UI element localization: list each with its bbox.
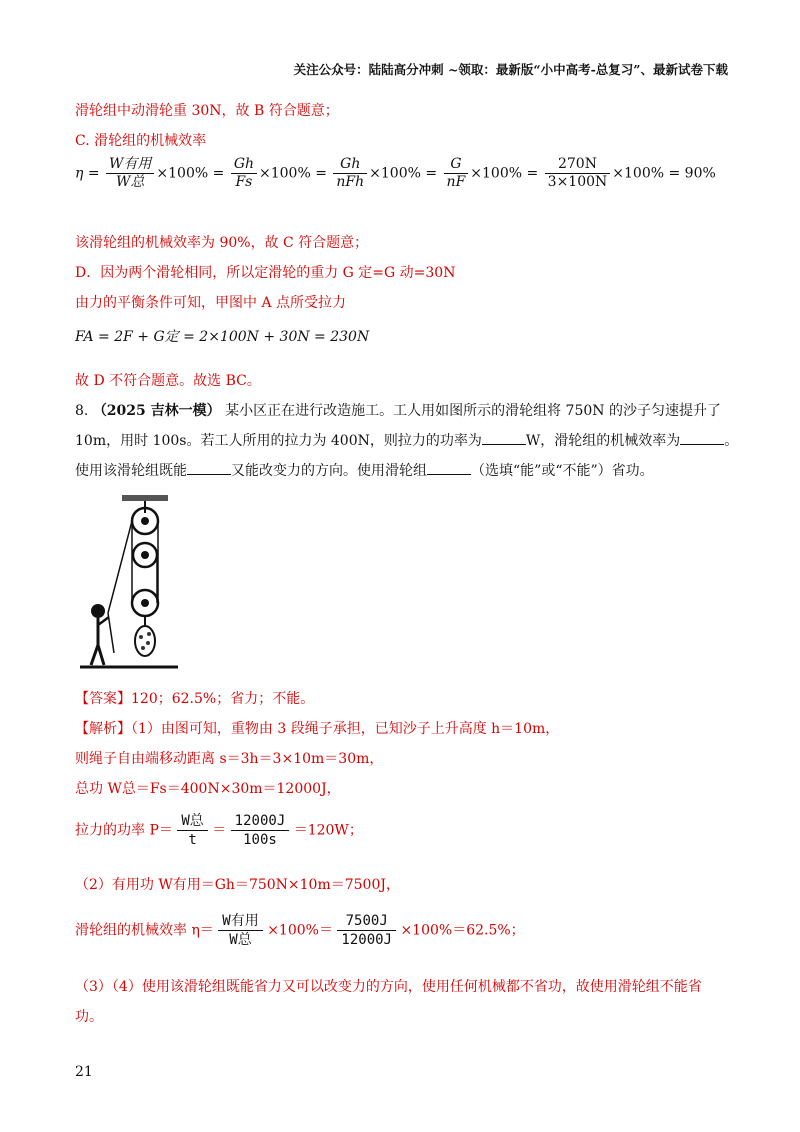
text-line: 故 D 不符合题意。故选 BC。 (75, 373, 261, 389)
analysis-line: （2）有用功 W有用＝Gh＝750N×10m＝7500J， (75, 877, 400, 893)
analysis-line: （3）（4）使用该滑轮组既能省力又可以改变力的方向，使用任何机械都不省功，故使用滑轮组不能省 (75, 979, 702, 995)
power-formula: 拉力的功率 P＝ W总 t ＝ $\frac{12000J}{100s}$ ＝120W； (75, 813, 363, 848)
worker-head (91, 604, 105, 618)
answer-blank[interactable] (680, 432, 724, 445)
analysis-line: 总功 W总＝Fs＝400N×30m＝12000J， (75, 781, 341, 797)
text-line: 该滑轮组的机械效率为 90%，故 C 符合题意； (75, 235, 369, 251)
answer-blank[interactable] (482, 432, 526, 445)
text-line: C. 滑轮组的机械效率 (75, 133, 207, 149)
answer-blank[interactable] (187, 462, 231, 475)
sand-bag (135, 626, 155, 656)
text-line: 由力的平衡条件可知，甲图中 A 点所受拉力 (75, 295, 347, 311)
efficiency-formula: η = $\frac{\text{W有用}}{\text{W总}}$ ×100% = $\frac{Gh}{Fs}$ ×100% = $\frac{Gh}{\text{nFh}}$ ×100% = $\frac{G}{nF}$ ×100% = $\frac{270N}{3\times 100N}$ ×100% = 90% (75, 156, 716, 190)
text-line: 滑轮组中动滑轮重 30N，故 B 符合题意； (75, 103, 339, 119)
question-line: 8. （2025 吉林一模） 某小区正在进行改造施工。工人用如图所示的滑轮组将 750N 的沙子匀速提升了 (75, 403, 721, 419)
pulley-figure (78, 493, 188, 673)
answer-line: 【答案】120；62.5%；省力；不能。 (75, 691, 315, 707)
ceiling-mount (122, 495, 168, 501)
analysis-line: 【解析】（1）由图可知，重物由 3 段绳子承担，已知沙子上升高度 h＝10m， (75, 721, 560, 737)
text-line: D．因为两个滑轮相同，所以定滑轮的重力 G 定=G 动=30N (75, 265, 456, 281)
rope (108, 521, 132, 613)
answer-blank[interactable] (427, 462, 471, 475)
question-line: 10m，用时 100s。若工人所用的拉力为 400N，则拉力的功率为 W，滑轮组的机械效率为 。 (75, 433, 739, 449)
force-formula: FA = 2F + G定 = 2×100N + 30N = 230N (75, 329, 370, 345)
page-number: 21 (75, 1064, 93, 1080)
question-line: 使用该滑轮组既能 又能改变力的方向。使用滑轮组 （选填“能”或“不能”）省功。 (75, 463, 654, 479)
efficiency-answer-formula: 滑轮组的机械效率 η＝ W有用 W总 ×100%＝ $\frac{7500J}{12000J}$ ×100%＝62.5%； (75, 913, 525, 948)
page-header: 关注公众号：陆陆高分冲刺 ~领取：最新版“小中高考-总复习”、最新试卷下载 (293, 62, 728, 77)
analysis-line: 功。 (75, 1009, 103, 1025)
analysis-line: 则绳子自由端移动距离 s＝3h＝3×10m＝30m， (75, 751, 384, 767)
